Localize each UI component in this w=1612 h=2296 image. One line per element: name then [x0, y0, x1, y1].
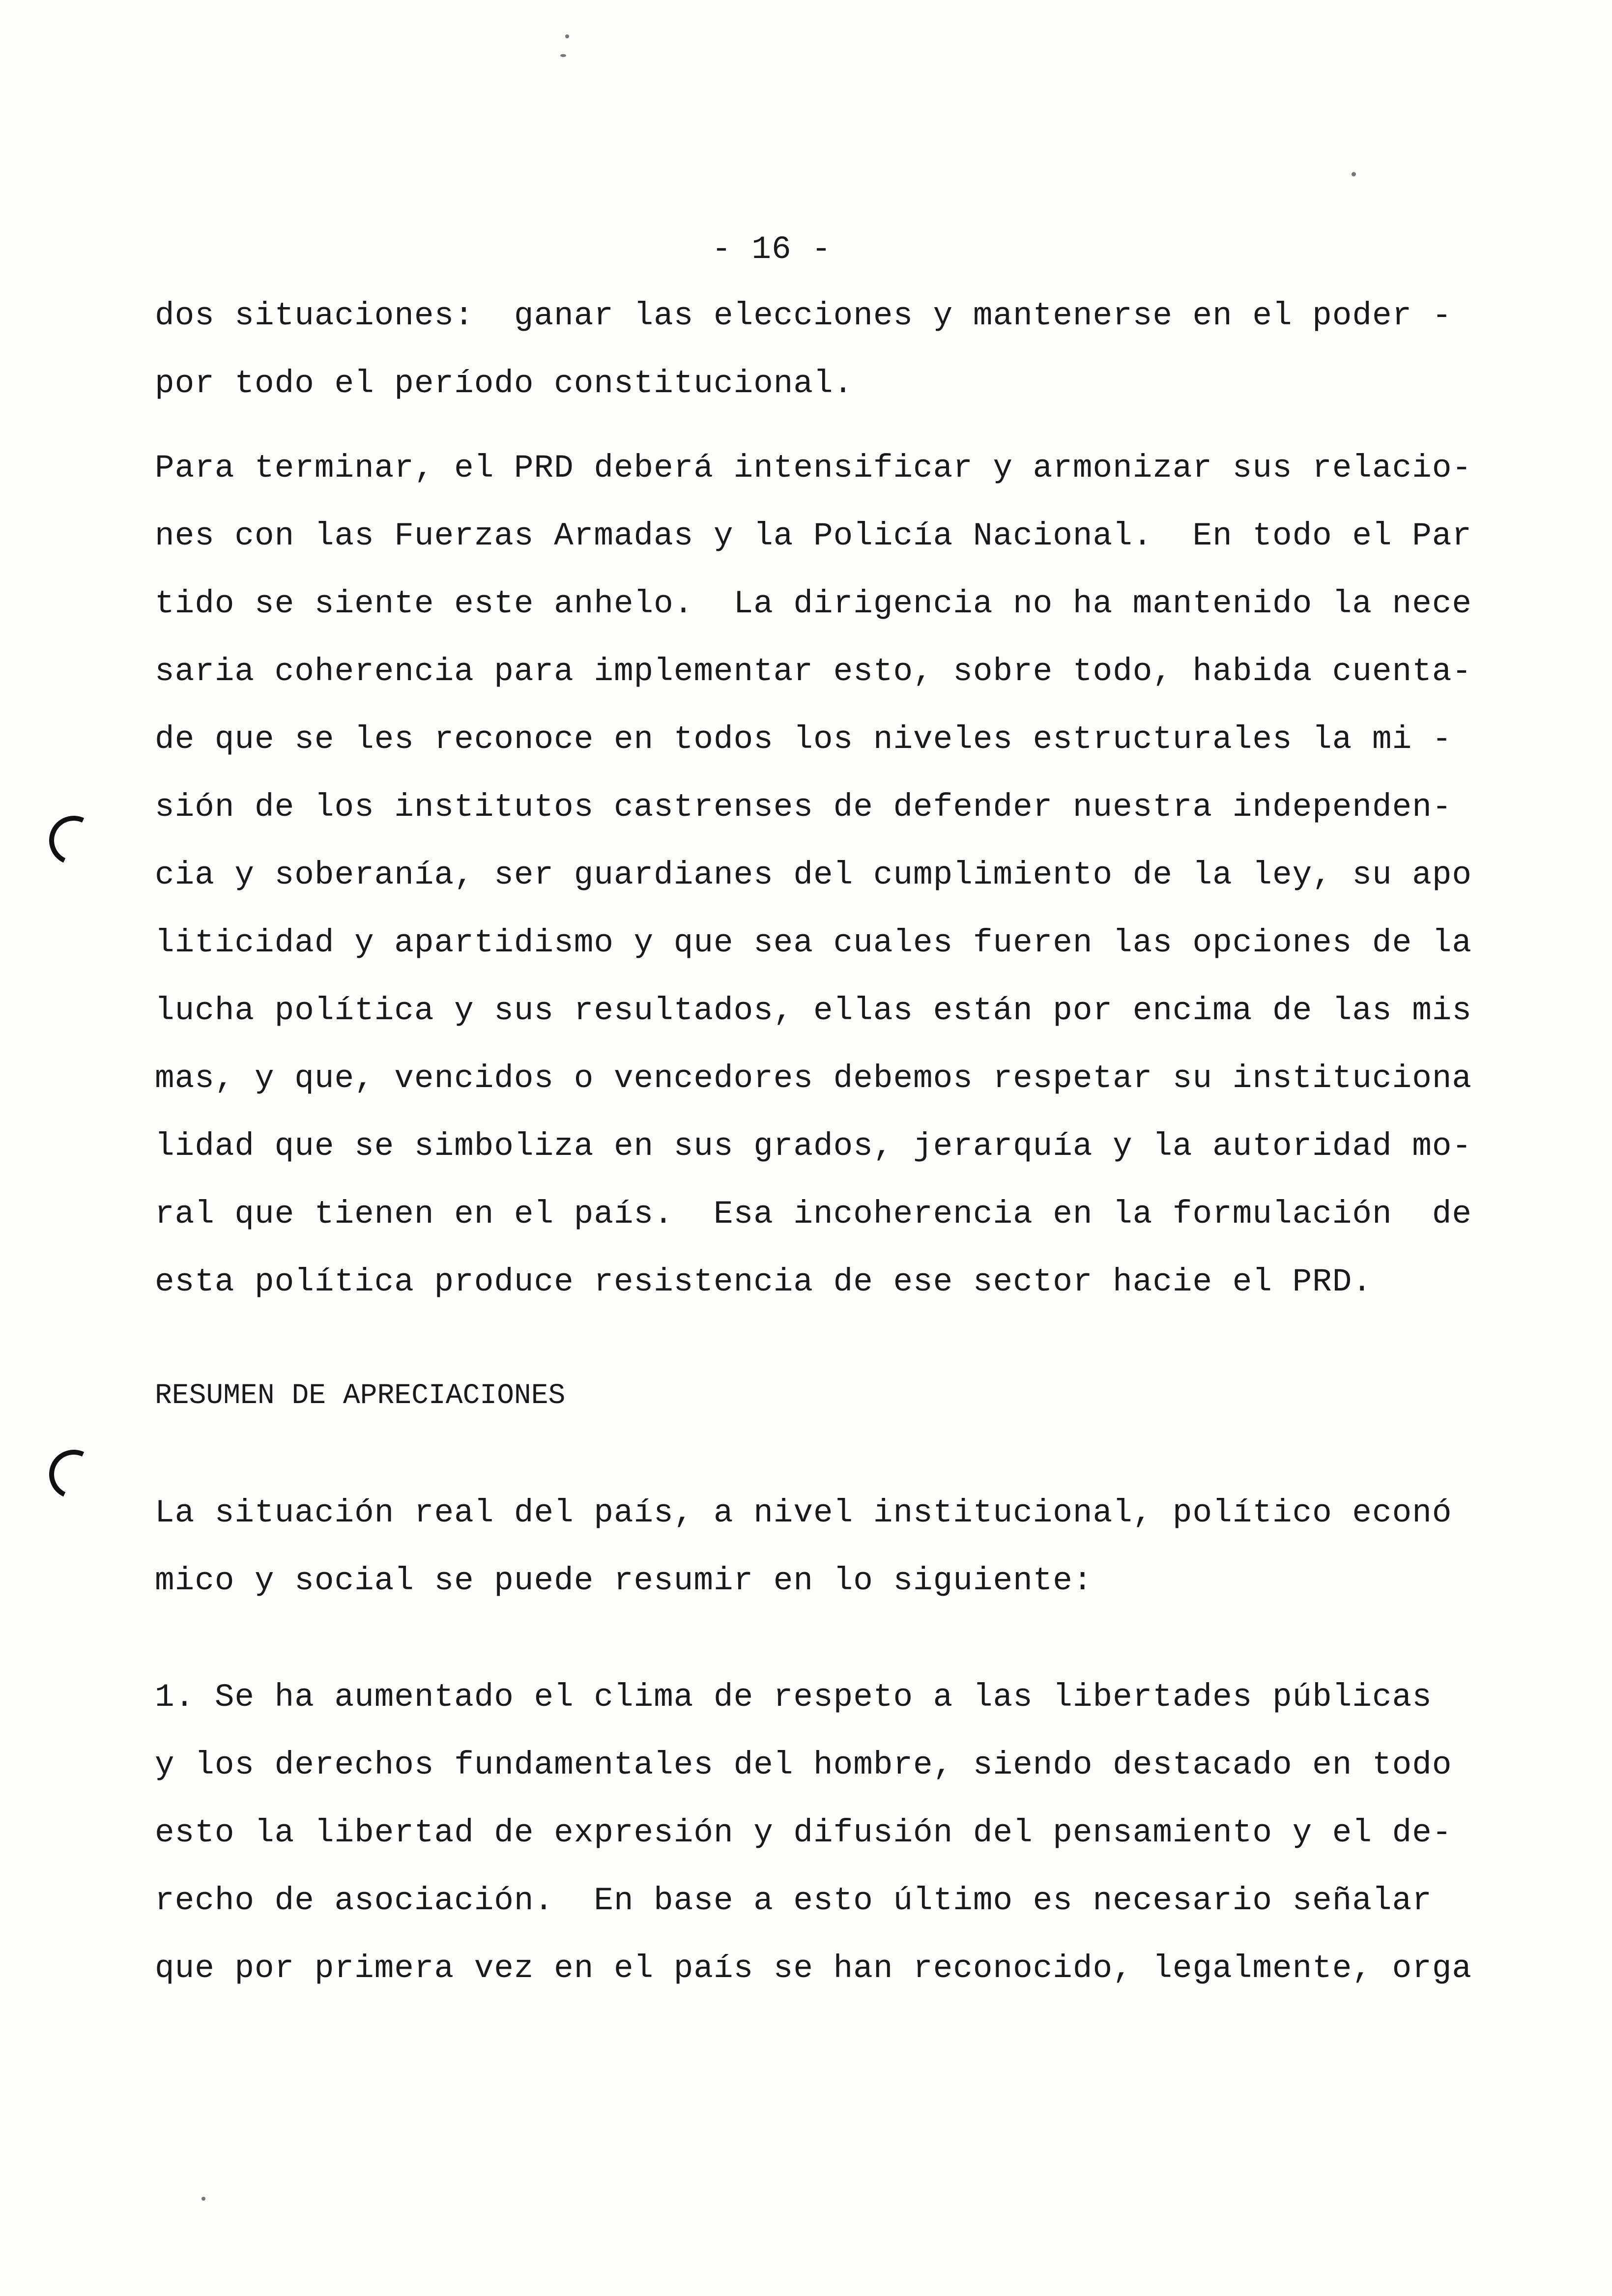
section-heading	[155, 1362, 1501, 1430]
scan-speck	[560, 54, 566, 57]
text-line: liticidad y apartidismo y que sea cuales fueren las opciones de la	[155, 924, 1472, 961]
text-line: esto la libertad de expresión y difusión del pensamiento y el de-	[155, 1814, 1452, 1851]
text-line: Para terminar, el PRD deberá intensificar y armonizar sus relacio-	[155, 450, 1472, 487]
text-line: de que se les reconoce en todos los niveles estructurales la mi -	[155, 721, 1452, 758]
text-line: sión de los institutos castrenses de defender nuestra independen-	[155, 789, 1452, 826]
text-line: nes con las Fuerzas Armadas y la Policía Nacional. En todo el Par	[155, 517, 1472, 554]
text-line: La situación real del país, a nivel institucional, político econó	[155, 1494, 1452, 1531]
punch-hole-mark	[42, 1443, 105, 1506]
text-line: lucha política y sus resultados, ellas están por encima de las mis	[155, 992, 1472, 1029]
text-line: mas, y que, vencidos o vencedores debemos respetar su instituciona	[155, 1060, 1472, 1097]
text-line: dos situaciones: ganar las elecciones y mantenerse en el poder -	[155, 297, 1452, 334]
text-line: mico y social se puede resumir en lo siguiente:	[155, 1562, 1093, 1599]
text-line: esta política produce resistencia de ese sector hacie el PRD.	[155, 1263, 1372, 1300]
paragraph	[155, 282, 1501, 418]
punch-hole-mark	[42, 809, 105, 872]
page-number: - 16 -	[712, 231, 832, 268]
text-line: cia y soberanía, ser guardianes del cumplimiento de la ley, su apo	[155, 857, 1472, 893]
text-line: tido se siente este anhelo. La dirigencia no ha mantenido la nece	[155, 585, 1472, 622]
scan-speck	[202, 2197, 205, 2201]
text-line: lidad que se simboliza en sus grados, jerarquía y la autoridad mo-	[155, 1128, 1472, 1165]
numbered-paragraph	[155, 1664, 1501, 2003]
scan-speck	[1352, 172, 1356, 176]
text-line: que por primera vez en el país se han reconocido, legalmente, orga	[155, 1950, 1472, 1987]
heading-text: RESUMEN DE APRECIACIONES	[155, 1380, 566, 1412]
text-line: ral que tienen en el país. Esa incoherencia en la formulación de	[155, 1196, 1472, 1233]
text-line: saria coherencia para implementar esto, sobre todo, habida cuenta-	[155, 653, 1472, 690]
text-line: 1. Se ha aumentado el clima de respeto a las libertades públicas	[155, 1679, 1432, 1716]
text-line: y los derechos fundamentales del hombre, siendo destacado en todo	[155, 1747, 1452, 1783]
text-line: recho de asociación. En base a esto último es necesario señalar	[155, 1882, 1432, 1919]
paragraph	[155, 434, 1501, 1316]
paragraph	[155, 1479, 1501, 1615]
text-line: por todo el período constitucional.	[155, 365, 854, 402]
scan-speck	[565, 34, 569, 38]
